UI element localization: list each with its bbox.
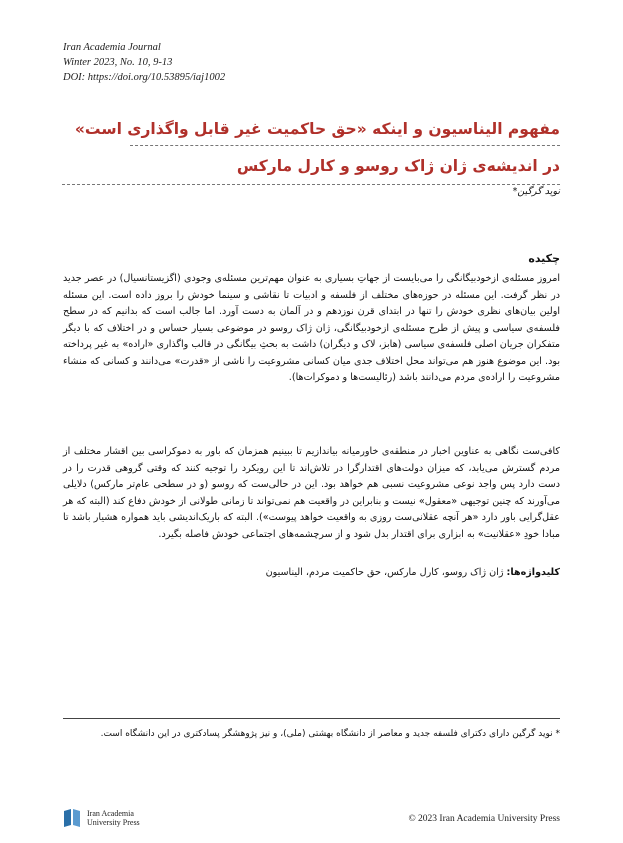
book-logo-icon [63,808,81,828]
publisher-name [87,809,140,827]
copyright-notice: © 2023 Iran Academia University Press [408,814,560,824]
journal-name: Iran Academia Journal [63,42,161,53]
abstract-paragraph-2: کافی‌ست نگاهی به عناوین اخبار در منطقه‌ی خاورمیانه بیاندازیم تا ببینیم همزمان که باور به دموکراسی بین اقشار مختلف از مردم گسترش می‌یابد، که میزان دولت‌های اقتدارگرا در تلاش‌اند تا این رویکرد را توجیه کنند که وقتی گروهی قدرت را در دست دارد پس واجد نوعی مشروعیت نسبی هم خواهد بود. این در حالی‌ست که روسو (و در سطحی عام‌تر مارکس) دلایلی می‌آورند که چنین توجیهی «معقول» نیست و بنابراین در واقعیت هم نمی‌تواند تا زمانی طولانی از خودش دفاع کند (البته که هر عقل‌گرایی باور دارد «هر آنچه عقلانی‌ست روزی به واقعیت خواهد پیوست»). البته که باریک‌اندیشی باید همواره هشیار باشد تا مبادا خودِ «عقلانیت» به ابزاری برای اقتدار بدل شود و از سرچشمه‌های اجتماعی خودش فاصله بگیرد. [63,446,560,540]
keywords [266,567,560,578]
title-divider-2 [62,184,560,185]
publisher-logo [63,808,140,828]
keywords-label: کلیدواژه‌ها: [506,567,560,578]
publisher-name-line-1: Iran Academia [87,809,134,818]
journal-issue: Winter 2023, No. 10, 9-13 [63,57,173,68]
publisher-name-line-2: University Press [87,818,140,827]
keywords-text: ژان ژاک روسو، کارل مارکس، حق حاکمیت مردم، الیناسیون [265,567,504,578]
footnote-divider [63,718,560,719]
title-line-2: در اندیشه‌ی ژان ژاک روسو و کارل مارکس [236,157,560,175]
abstract-paragraph-1: امروز مسئله‌ی ازخودبیگانگی را می‌بایست از جهاتِ بسیاری به عنوان مهم‌ترین مسئله‌ی وجودی (اگزیستانسیال) در عصر جدید در نظر گرفت. این مسئله در حوزه‌های مختلف از فلسفه و ادبیات تا نقاشی و سینما خودش را بروز داده است. این مسئله اولین بیان‌های نظری خودش را تنها در ابتدای قرن نوزدهم و در آلمان به دست آورد. اما جالب است که بدانیم که در سطح فلسفه‌ی سیاسی و پیش از طرح مسئله‌ی ازخودبیگانگی، ژان ژاک روسو در موضوعی بسیار حساس و در اختلاف که با دیگر متفکران جریان اصلی فلسفه‌ی سیاسی (هابز، لاک و دیگران) داشت به بحثِ بیگانگی در قالب واگذاری «اراده» به غیر پرداخته بود. این موضوع هنوز هم می‌تواند محل اختلاف جدی میان کسانی مشروعیت را ناشی از «قدرت» می‌دانند و کسانی که منشاء مشروعیت را اراده‌ی مردم می‌دانند باشد (رئالیست‌ها و دموکرات‌ها). [63,273,560,383]
journal-header [63,40,225,85]
author-name: نوید گرگین* [512,186,560,197]
title-divider-1 [130,145,560,146]
footnote: * نوید گرگین دارای دکترای فلسفه جدید و معاصر از دانشگاه بهشتی (ملی)، و نیز پژوهشگر پسادکتری در این دانشگاه است. [100,729,560,739]
abstract-heading: چکیده [528,252,560,265]
journal-doi[interactable]: DOI: https://doi.org/10.53895/iaj1002 [63,72,226,83]
title-line-1: مفهوم الیناسیون و اینکه «حق حاکمیت غیر قابل واگذاری است» [74,120,560,138]
